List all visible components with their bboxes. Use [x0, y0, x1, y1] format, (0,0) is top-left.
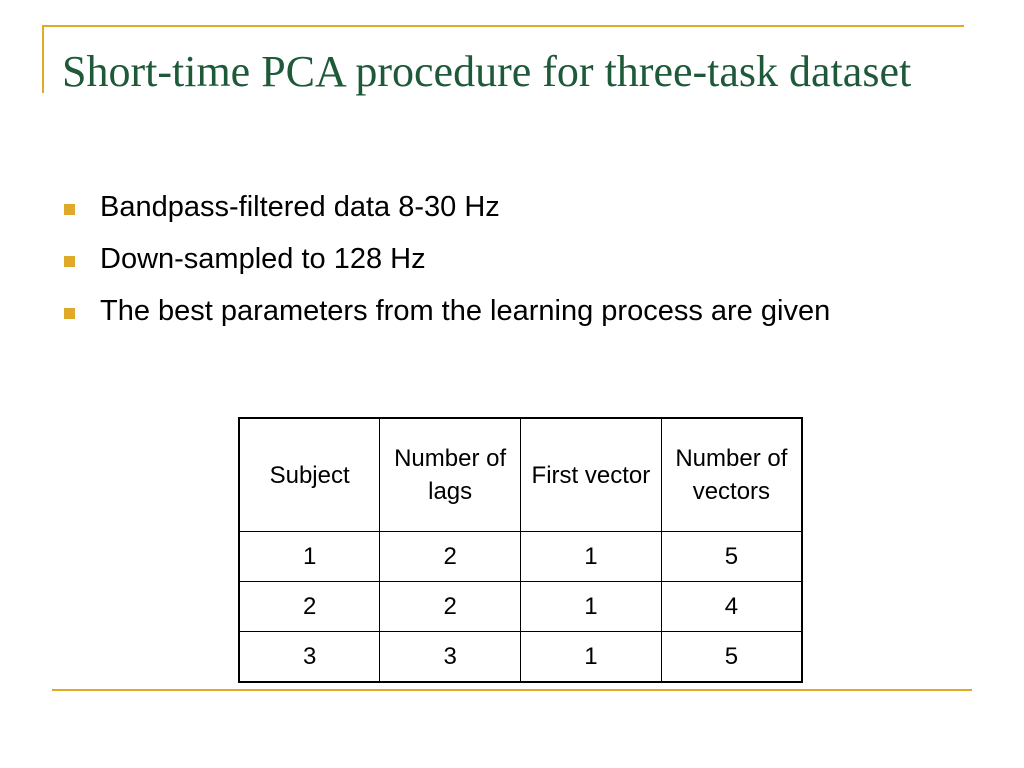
bottom-accent-line: [52, 689, 972, 691]
table-cell: 1: [239, 532, 380, 582]
left-accent-line: [42, 25, 44, 93]
square-bullet-icon: [64, 204, 75, 215]
square-bullet-icon: [64, 256, 75, 267]
bullet-text: The best parameters from the learning process are given: [100, 295, 831, 327]
table-cell: 1: [521, 632, 662, 683]
top-accent-line: [42, 25, 964, 27]
parameters-table: [238, 417, 803, 683]
table-row: [239, 532, 802, 582]
table-row: [239, 582, 802, 632]
table-row: [239, 632, 802, 683]
table-cell: 3: [239, 632, 380, 683]
slide-title: Short-time PCA procedure for three-task dataset: [62, 47, 912, 96]
table-cell: 1: [521, 532, 662, 582]
bullet-item: [62, 190, 952, 225]
bullet-text: Bandpass-filtered data 8-30 Hz: [100, 191, 500, 223]
table-cell: 5: [661, 532, 802, 582]
table-cell: 1: [521, 582, 662, 632]
column-header-first-vector: First vector: [521, 418, 662, 532]
bullet-list: [62, 190, 952, 346]
bullet-item: [62, 242, 952, 277]
bullet-text: Down-sampled to 128 Hz: [100, 243, 426, 275]
table-cell: 2: [380, 582, 521, 632]
table-header-row: [239, 418, 802, 532]
bullet-item: [62, 294, 952, 329]
table-cell: 3: [380, 632, 521, 683]
column-header-subject: Subject: [239, 418, 380, 532]
square-bullet-icon: [64, 308, 75, 319]
column-header-number-of-vectors: Number of vectors: [661, 418, 802, 532]
table-cell: 5: [661, 632, 802, 683]
table-cell: 2: [380, 532, 521, 582]
column-header-number-of-lags: Number of lags: [380, 418, 521, 532]
table-cell: 2: [239, 582, 380, 632]
table-cell: 4: [661, 582, 802, 632]
